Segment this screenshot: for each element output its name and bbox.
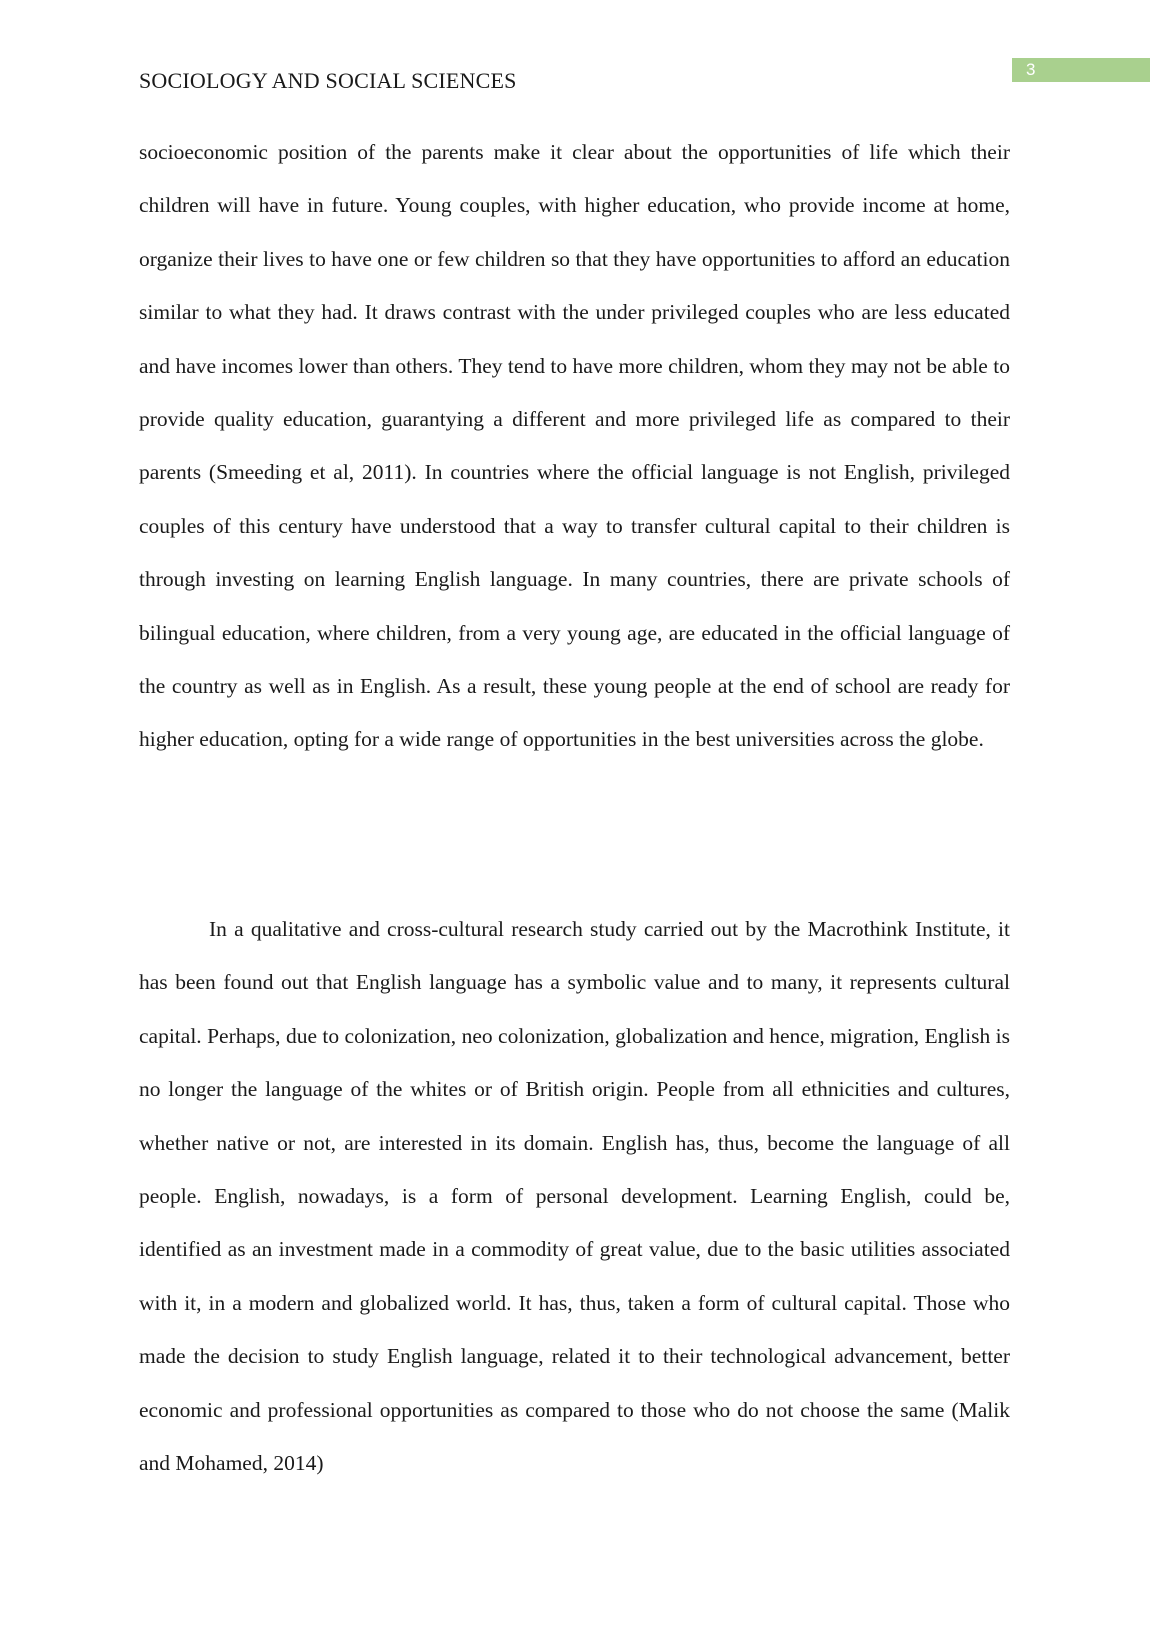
paragraph-1-text: socioeconomic position of the parents make it clear about the opportunities of life which their children will have in future. Young couples, with higher education, who provide income at home, organize their lives to have one or few children so that they have opportunities to afford an education similar to what they had. It draws contrast with the under privileged couples who are less educated and have incomes lower than others. They tend to have more children, whom they may not be able to provide quality education, guarantying a different and more privileged life as compared to their parents (Smeeding et al, 2011). In countries where the official language is not English, privileged couples of this century have understood that a way to transfer cultural capital to their children is through investing on learning English language. In many countries, there are private schools of bilingual education, where children, from a very young age, are educated in the official language of the country as well as in English. As a result, these young people at the end of school are ready for higher education, opting for a wide range of opportunities in the best universities across the globe.	[139, 140, 1010, 752]
paragraph-2-text: In a qualitative and cross-cultural research study carried out by the Macrothink Institute, it has been found out that English language has a symbolic value and to many, it represents cultural capital. Perhaps, due to colonization, neo colonization, globalization and hence, migration, English is no longer the language of the whites or of British origin. People from all ethnicities and cultures, whether native or not, are interested in its domain. English has, thus, become the language of all people. English, nowadays, is a form of personal development. Learning English, could be, identified as an investment made in a commodity of great value, due to the basic utilities associated with it, in a modern and globalized world. It has, thus, taken a form of cultural capital. Those who made the decision to study English language, related it to their technological advancement, better economic and professional opportunities as compared to those who do not choose the same (Malik and Mohamed, 2014)	[139, 917, 1010, 1476]
running-header: SOCIOLOGY AND SOCIAL SCIENCES	[139, 68, 517, 93]
body-paragraph-1	[139, 126, 1010, 767]
page-number-badge	[1012, 58, 1150, 82]
page-number: 3	[1026, 60, 1036, 79]
body-paragraph-2	[139, 903, 1010, 1490]
